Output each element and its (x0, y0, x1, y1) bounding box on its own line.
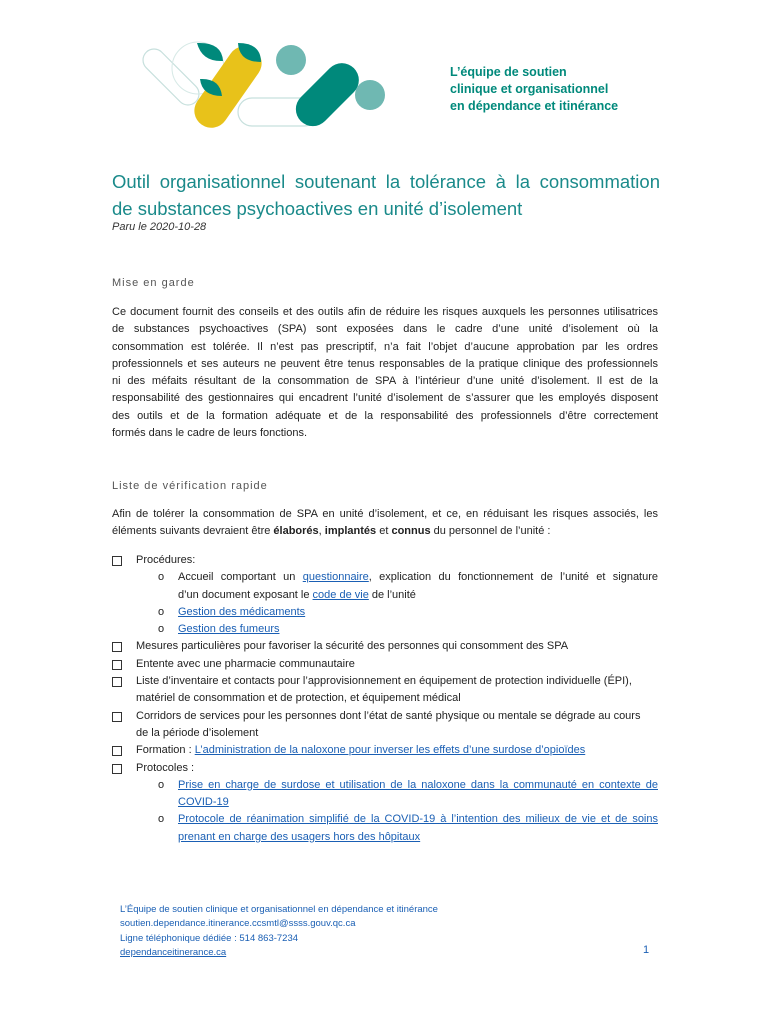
footer (120, 903, 438, 961)
checkbox-icon[interactable] (112, 660, 122, 670)
list-item-continuation: matériel de consommation et de protection, et équipement médical (136, 692, 461, 705)
list-item: Liste d’inventaire et contacts pour l’approvisionnement en équipement de protection individuelle (ÉPI), (112, 673, 660, 690)
code-de-vie-link[interactable]: code de vie (312, 588, 369, 601)
checkbox-icon[interactable] (112, 556, 122, 566)
org-name-line: L’équipe de soutien (450, 65, 567, 79)
bullet-icon: o (158, 623, 165, 636)
warning-paragraph (112, 304, 658, 442)
list-subitem-continuation (112, 829, 660, 846)
bullet-icon: o (158, 571, 165, 584)
checkbox-icon[interactable] (112, 764, 122, 774)
paragraph-line: Ce document fournit des conseils et des outils afin de réduire les risques auxquels les personnes utilisatrices (112, 306, 658, 318)
footer-org: L’Équipe de soutien clinique et organisationnel en dépendance et itinérance (120, 904, 438, 915)
checkbox-icon[interactable] (112, 677, 122, 687)
organization-name (450, 64, 650, 115)
list-item: Mesures particulières pour favoriser la sécurité des personnes qui consomment des SPA (112, 638, 660, 655)
title-line: Outil organisationnel soutenant la tolérance à la consommation (112, 171, 660, 192)
paragraph-line: ni des méfaits résultant de la consommation de SPA à l’intérieur d’une unité d’isolement. Il est de la (112, 375, 658, 388)
publication-date: Paru le 2020-10-28 (112, 221, 207, 233)
footer-website-link[interactable]: dependanceitinerance.ca (120, 947, 227, 959)
paragraph-line: formés dans le cadre de leurs fonctions. (112, 427, 308, 440)
checklist-heading: Liste de vérification rapide (112, 480, 268, 492)
bullet-icon: o (158, 813, 165, 826)
questionnaire-link[interactable]: questionnaire (302, 571, 369, 584)
checkbox-icon[interactable] (112, 642, 122, 652)
paragraph-line: Afin de tolérer la consommation de SPA en unité d’isolement, et ce, en réduisant les risques associés, les (112, 508, 658, 520)
list-subitem (112, 604, 660, 621)
resuscitation-protocol-link[interactable]: Protocole de réanimation simplifié de la COVID-19 à l’intention des milieux de vie et de soins (178, 813, 658, 826)
naloxone-training-link[interactable]: L’administration de la naloxone pour inverser les effets d’une surdose d’opioïdes (194, 744, 586, 757)
overdose-protocol-link-continuation[interactable]: COVID-19 (178, 796, 229, 809)
list-subitem (112, 777, 660, 794)
list-item: Procédures: (112, 552, 660, 569)
org-name-line: en dépendance et itinérance (450, 99, 619, 113)
bullet-icon: o (158, 605, 165, 618)
bullet-icon: o (158, 778, 165, 791)
paragraph-line: des outils et de la formation adéquate et de la responsabilité des professionnels d’être correctement (112, 409, 658, 422)
resuscitation-protocol-link-continuation[interactable]: prenant en charge des usagers hors des hôpitaux (178, 830, 421, 843)
title-line: de substances psychoactives en unité d’isolement (112, 198, 523, 219)
warning-heading: Mise en garde (112, 277, 195, 289)
page-number: 1 (643, 944, 650, 956)
paragraph-line: consommation est tolérée. Il n’est pas prescriptif, n’a fait l’objet d’aucune approbation par les ordres (112, 340, 658, 353)
paragraph-line: responsabilité des gestionnaires qui encadrent l’unité d’isolement de s’assurer que les employés disposent (112, 392, 658, 405)
paragraph-line: professionnels et ses auteurs ne peuvent être tenus responsables de la pratique clinique des professionnels (112, 357, 658, 370)
list-item: Protocoles : (112, 760, 660, 777)
list-item-continuation: de la période d’isolement (136, 726, 259, 739)
list-item: Entente avec une pharmacie communautaire (112, 656, 660, 673)
list-item: Corridors de services pour les personnes dont l’état de santé physique ou mentale se dégrade au cours (112, 708, 660, 725)
paragraph-line: éléments suivants devraient être élaborés, implantés et connus du personnel de l’unité : (112, 525, 551, 538)
list-item: Formation : L’administration de la naloxone pour inverser les effets d’une surdose d’opioïdes (112, 742, 660, 759)
overdose-protocol-link[interactable]: Prise en charge de surdose et utilisation de la naloxone dans la communauté en contexte de (178, 778, 658, 791)
checklist (112, 552, 660, 846)
paragraph-line: de substances psychoactives (SPA) sont exposées dans le cadre d’une unité d’isolement où la (112, 323, 658, 336)
checkbox-icon[interactable] (112, 712, 122, 722)
list-subitem (112, 811, 660, 828)
list-subitem-continuation (112, 794, 660, 811)
smoker-management-link[interactable]: Gestion des fumeurs (178, 623, 280, 636)
footer-phone: Ligne téléphonique dédiée : 514 863-7234 (120, 932, 299, 944)
list-subitem: o Accueil comportant un questionnaire, explication du fonctionnement de l’unité et signature (112, 569, 660, 586)
document-title (112, 168, 660, 222)
list-subitem-continuation: d’un document exposant le code de vie de l’unité (178, 588, 416, 601)
checkbox-icon[interactable] (112, 746, 122, 756)
checklist-intro (112, 506, 658, 541)
org-name-line: clinique et organisationnel (450, 82, 609, 96)
list-subitem (112, 621, 660, 638)
organization-logo (140, 38, 390, 138)
footer-email[interactable]: soutien.dependance.itinerance.ccsmtl@ssss.gouv.qc.ca (120, 918, 356, 930)
medication-management-link[interactable]: Gestion des médicaments (178, 605, 306, 618)
